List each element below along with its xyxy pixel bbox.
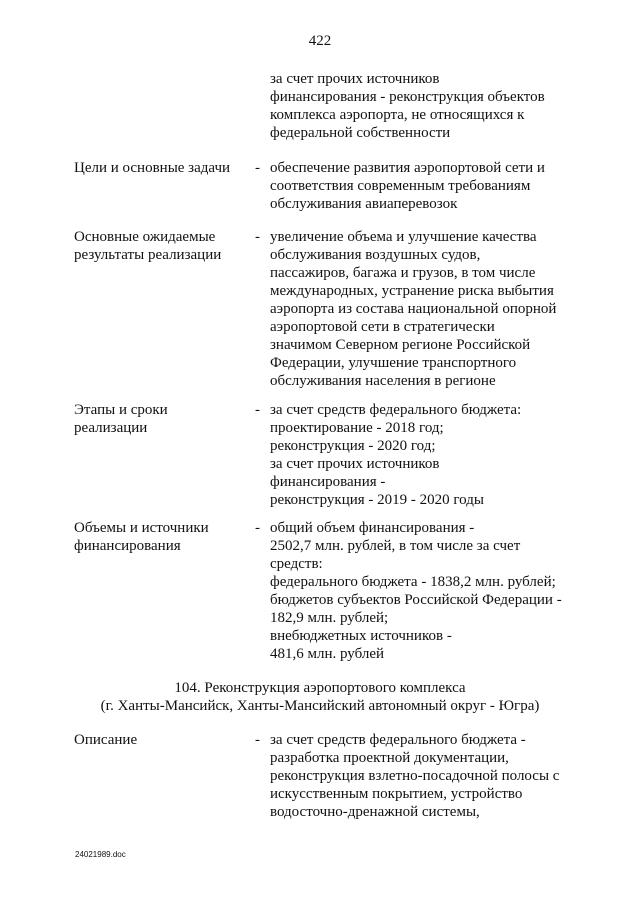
intro-line: комплекса аэропорта, не относящихся к: [270, 107, 525, 123]
financing-value-line: 182,9 млн. рублей;: [270, 610, 389, 626]
intro-line: финансирования - реконструкция объектов: [270, 89, 545, 105]
financing-value-line: федерального бюджета - 1838,2 млн. рублей;: [270, 574, 556, 590]
goals-label: Цели и основные задачи: [74, 160, 231, 176]
results-value-line: обслуживания воздушных судов,: [270, 247, 481, 263]
results-value-line: увеличение объема и улучшение качества: [270, 229, 537, 245]
results-value-line: международных, устранение риска выбытия: [270, 283, 554, 299]
financing-label: финансирования: [74, 538, 181, 554]
stages-label: реализации: [74, 420, 148, 436]
description-dash: -: [255, 732, 260, 748]
footer-filename: 24021989.doc: [75, 850, 126, 859]
results-value-line: пассажиров, багажа и грузов, в том числе: [270, 265, 536, 281]
intro-line: федеральной собственности: [270, 125, 451, 141]
stages-value-line: реконструкция - 2020 год;: [270, 438, 436, 454]
financing-label: Объемы и источники: [74, 520, 209, 536]
section-heading: 104. Реконструкция аэропортового комплекса: [174, 680, 466, 696]
stages-value-line: финансирования -: [270, 474, 386, 490]
goals-value-line: обслуживания авиаперевозок: [270, 196, 458, 212]
financing-value-line: внебюджетных источников -: [270, 628, 452, 644]
stages-value-line: реконструкция - 2019 - 2020 годы: [270, 492, 484, 508]
stages-value-line: за счет прочих источников: [270, 456, 440, 472]
results-value-line: Федерации, улучшение транспортного: [270, 355, 517, 371]
financing-value-line: средств:: [270, 556, 323, 572]
stages-value-line: за счет средств федерального бюджета:: [270, 402, 522, 418]
results-value-line: значимом Северном регионе Российской: [270, 337, 531, 353]
page-number: 422: [308, 33, 332, 49]
goals-value-line: соответствия современным требованиям: [270, 178, 531, 194]
description-value-line: разработка проектной документации,: [270, 750, 509, 766]
stages-value-line: проектирование - 2018 год;: [270, 420, 444, 436]
description-value-line: реконструкция взлетно-посадочной полосы с: [270, 768, 560, 784]
stages-dash: -: [255, 402, 260, 418]
section-heading-subtitle: (г. Ханты-Мансийск, Ханты-Мансийский автономный округ - Югра): [100, 698, 540, 714]
financing-value-line: 2502,7 млн. рублей, в том числе за счет: [270, 538, 521, 554]
stages-label: Этапы и сроки: [74, 402, 168, 418]
description-value-line: водосточно-дренажной системы,: [270, 804, 480, 820]
financing-dash: -: [255, 520, 260, 536]
goals-value-line: обеспечение развития аэропортовой сети и: [270, 160, 545, 176]
description-value-line: за счет средств федерального бюджета -: [270, 732, 526, 748]
results-value-line: аэропорта из состава национальной опорной: [270, 301, 557, 317]
results-label: Основные ожидаемые: [74, 229, 216, 245]
results-dash: -: [255, 229, 260, 245]
intro-line: за счет прочих источников: [270, 71, 440, 87]
goals-dash: -: [255, 160, 260, 176]
description-value-line: искусственным покрытием, устройство: [270, 786, 523, 802]
results-value-line: обслуживания населения в регионе: [270, 373, 496, 389]
results-label: результаты реализации: [74, 247, 222, 263]
description-label: Описание: [74, 732, 138, 748]
results-value-line: аэропортовой сети в стратегически: [270, 319, 495, 335]
financing-value-line: 481,6 млн. рублей: [270, 646, 385, 662]
financing-value-line: бюджетов субъектов Российской Федерации -: [270, 592, 562, 608]
financing-value-line: общий объем финансирования -: [270, 520, 475, 536]
